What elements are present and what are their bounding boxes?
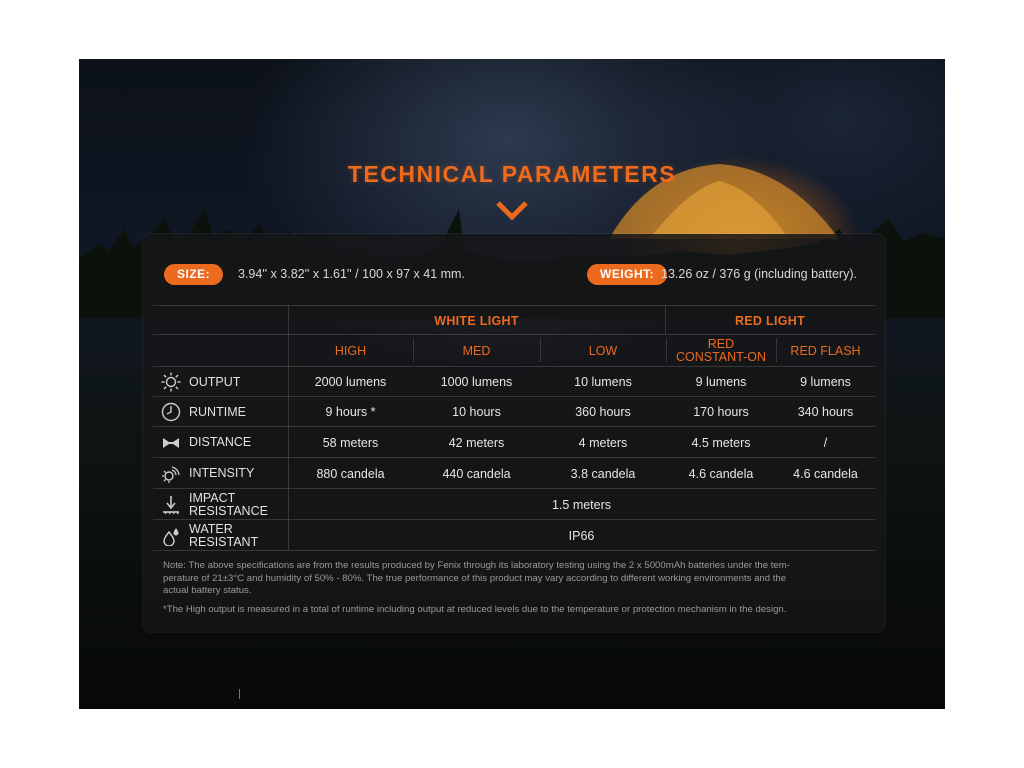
beam-icon: [161, 433, 181, 453]
impact-icon: [161, 495, 181, 515]
distance-red-flash: /: [823, 435, 828, 450]
weight-badge: WEIGHT:: [587, 264, 667, 285]
chevron-down-icon: [496, 201, 528, 221]
size-badge: SIZE:: [164, 264, 223, 285]
distance-high: 58 meters: [322, 435, 379, 450]
runtime-red-flash: 340 hours: [797, 405, 854, 419]
runtime-low: 360 hours: [575, 405, 631, 419]
output-low: 10 lumens: [574, 375, 632, 389]
page-title: TECHNICAL PARAMETERS: [347, 161, 677, 187]
output-red-constant: 9 lumens: [695, 375, 747, 389]
decorative-mark: [239, 689, 240, 699]
background-photo: [79, 59, 945, 709]
spec-panel: [143, 234, 885, 632]
weight-value: 13.26 oz / 376 g (including battery).: [661, 267, 857, 281]
runtime-red-constant: 170 hours: [693, 405, 749, 419]
table-row-output: [153, 366, 875, 397]
group-header-row: [153, 305, 875, 335]
column-divider: [776, 338, 777, 362]
row-label-intensity: INTENSITY: [189, 466, 255, 481]
column-divider: [665, 305, 666, 334]
intensity-med: 440 candela: [442, 466, 511, 481]
output-med: 1000 lumens: [440, 375, 513, 389]
table-row-distance: [153, 426, 875, 458]
mode-red-constant-on: RED CONSTANT-ON: [675, 337, 767, 364]
mode-header-row: [153, 334, 875, 367]
distance-red-constant: 4.5 meters: [691, 435, 751, 450]
intensity-red-flash: 4.6 candela: [793, 466, 858, 481]
impact-value: 1.5 meters: [551, 497, 612, 512]
table-bottom-rule: [153, 550, 875, 551]
intensity-red-constant: 4.6 candela: [688, 466, 754, 481]
column-divider: [666, 338, 667, 362]
column-divider: [540, 338, 541, 362]
sun-icon: [161, 372, 181, 392]
distance-med: 42 meters: [448, 435, 505, 450]
table-row-runtime: [153, 396, 875, 427]
intensity-high: 880 candela: [316, 466, 385, 481]
row-label-impact: IMPACT RESISTANCE: [189, 491, 268, 518]
column-divider: [288, 305, 289, 550]
group-white-light: WHITE LIGHT: [434, 313, 519, 328]
output-high: 2000 lumens: [314, 375, 387, 389]
row-label-water: WATER RESISTANT: [189, 522, 259, 549]
mode-low: LOW: [588, 343, 618, 358]
runtime-high: 9 hours *: [325, 405, 376, 419]
mode-red-flash: RED FLASH: [790, 343, 861, 358]
row-label-runtime: RUNTIME: [189, 404, 246, 419]
table-row-water: [153, 519, 875, 551]
water-drop-icon: [161, 526, 181, 546]
note-text: Note: The above specifications are from the results produced by Fenix through its laboratory testing using the 2 x 5000mAh batteries under the tem- perature of 21±3°C and humidity of 50% - 80%. The true performance of this product may vary according to different working environments and the actual battery status.: [163, 560, 790, 596]
output-red-flash: 9 lumens: [800, 375, 851, 389]
radiance-icon: [161, 464, 181, 484]
water-value: IP66: [568, 528, 595, 543]
mode-med: MED: [462, 343, 491, 358]
table-row-intensity: [153, 457, 875, 489]
clock-icon: [161, 402, 181, 422]
runtime-med: 10 hours: [452, 405, 501, 419]
row-label-distance: DISTANCE: [189, 435, 252, 450]
intensity-low: 3.8 candela: [570, 466, 636, 481]
group-red-light: RED LIGHT: [734, 313, 806, 328]
mode-high: HIGH: [334, 343, 367, 358]
distance-low: 4 meters: [578, 435, 628, 450]
row-label-output: OUTPUT: [189, 374, 241, 389]
footnote-text: *The High output is measured in a total of runtime including output at reduced levels due to the temperature or protection mechanism in the design.: [163, 604, 787, 615]
table-row-impact: [153, 488, 875, 520]
column-divider: [413, 338, 414, 362]
size-value: 3.94'' x 3.82'' x 1.61'' / 100 x 97 x 41 mm.: [238, 267, 465, 281]
